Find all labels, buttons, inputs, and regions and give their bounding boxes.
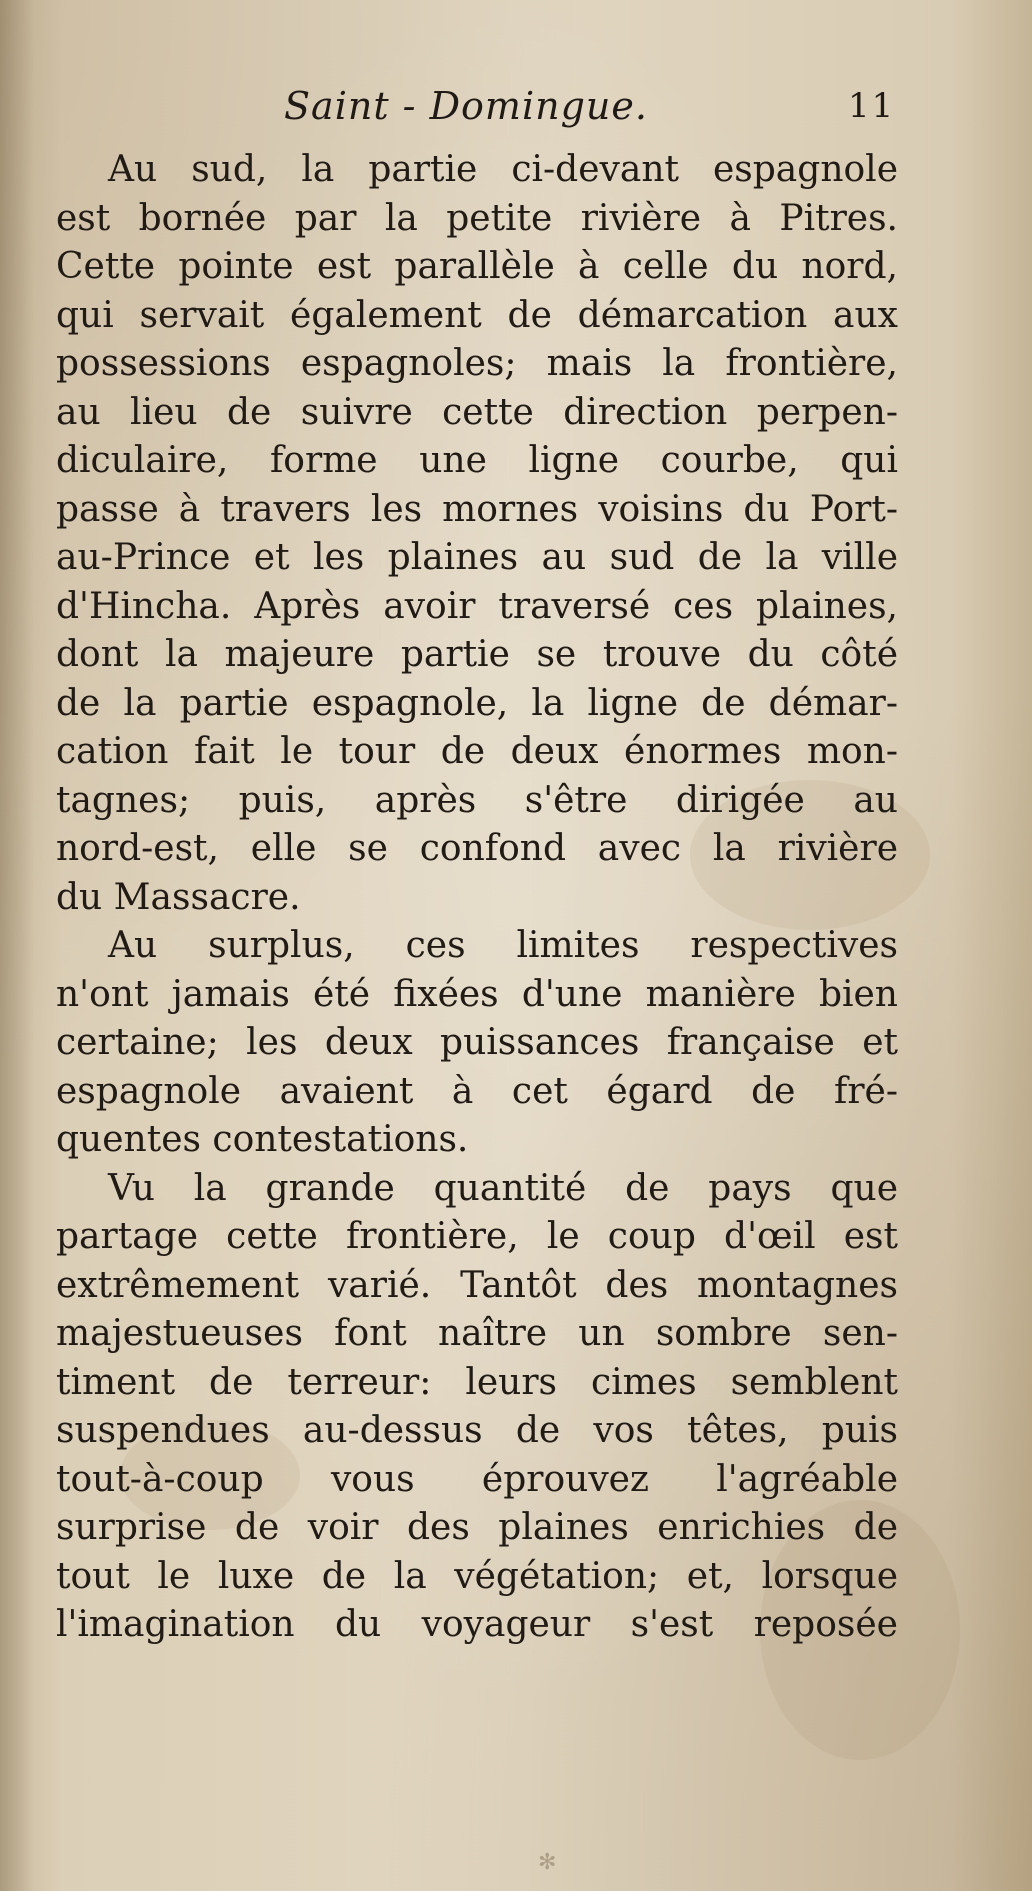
spine-shadow <box>0 0 34 1891</box>
text-line: timent de terreur: leurs cimes semblent <box>56 1361 898 1403</box>
text-line: surprise de voir des plaines enrichies de <box>56 1507 898 1548</box>
text-line: au lieu de suivre cette direction perpen- <box>56 391 898 433</box>
text-line: l'imagination du voyageur s'est reposée <box>56 1604 898 1645</box>
text-line: n'ont jamais été fixées d'une manière bien <box>56 973 898 1015</box>
text-line: Au sud, la partie ci-devant espagnole <box>108 149 898 190</box>
text-line: qui servait également de démarcation aux <box>56 294 898 336</box>
text-line: dont la majeure partie se trouve du côté <box>56 634 898 675</box>
text-line: extrêmement varié. Tantôt des montagnes <box>56 1264 898 1306</box>
text-line: d'Hincha. Après avoir traversé ces plaines, <box>56 585 898 627</box>
text-line: tout-à-coup vous éprouvez l'agréable <box>56 1458 898 1500</box>
page-number: 11 <box>848 86 896 126</box>
text-line: Vu la grande quantité de pays que <box>108 1167 898 1209</box>
text-line: du Massacre. <box>56 876 301 918</box>
text-line: certaine; les deux puissances française et <box>56 1022 898 1063</box>
text-line: tagnes; puis, après s'être dirigée au <box>56 779 898 821</box>
page-header <box>0 84 1032 140</box>
page-ornament-mark: ✻ <box>538 1850 557 1875</box>
text-line: diculaire, forme une ligne courbe, qui <box>56 440 898 481</box>
text-line: est bornée par la petite rivière à Pitres. <box>56 197 898 239</box>
running-title: Saint - Domingue. <box>284 84 648 128</box>
body-text <box>56 146 898 1650</box>
text-line: partage cette frontière, le coup d'œil est <box>56 1216 898 1257</box>
text-line: au-Prince et les plaines au sud de la ville <box>56 537 898 578</box>
text-line: possessions espagnoles; mais la frontière, <box>56 343 898 384</box>
text-line: passe à travers les mornes voisins du Port- <box>56 488 898 530</box>
text-line: cation fait le tour de deux énormes mon- <box>56 731 898 772</box>
text-line: nord-est, elle se confond avec la rivière <box>56 828 898 869</box>
text-line: majestueuses font naître un sombre sen- <box>56 1313 898 1354</box>
text-line: Au surplus, ces limites respectives <box>108 925 898 966</box>
text-line: tout le luxe de la végétation; et, lorsque <box>56 1555 898 1597</box>
text-line: suspendues au-dessus de vos têtes, puis <box>56 1410 898 1451</box>
text-line: de la partie espagnole, la ligne de démar- <box>56 682 898 724</box>
text-line: espagnole avaient à cet égard de fré- <box>56 1070 898 1112</box>
text-line: quentes contestations. <box>56 1119 469 1160</box>
text-line: Cette pointe est parallèle à celle du nord, <box>56 246 898 287</box>
